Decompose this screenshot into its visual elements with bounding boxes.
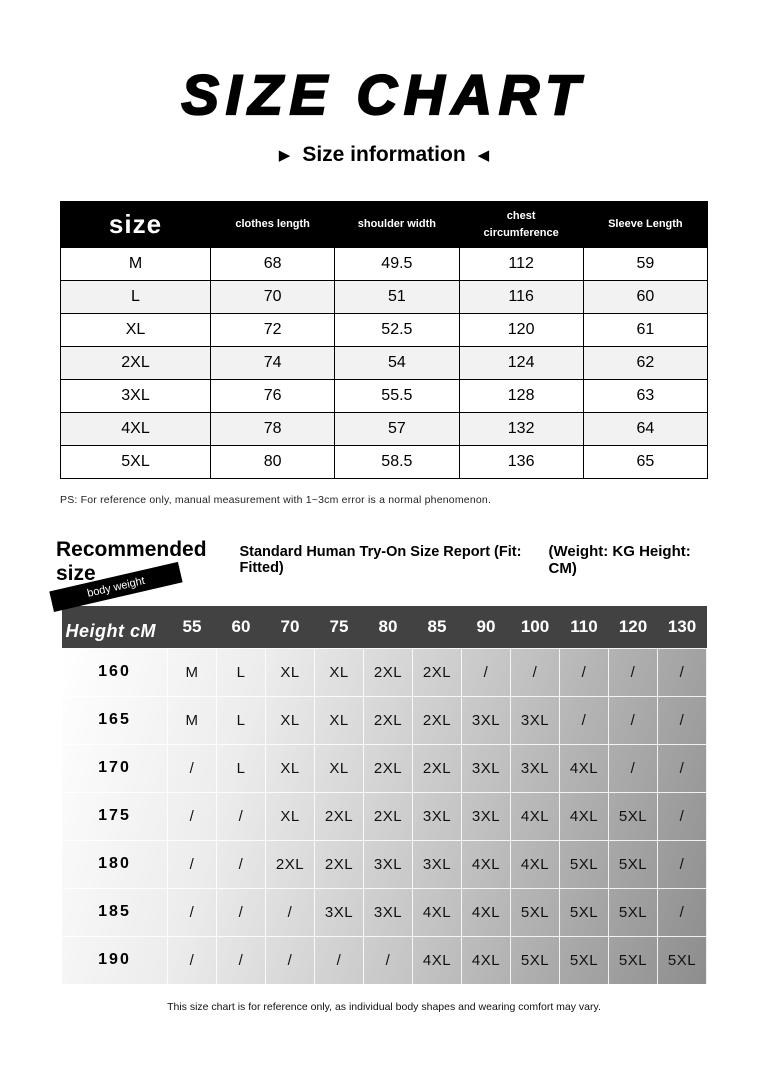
recommend-size-cell: / [364, 936, 413, 984]
recommend-size-cell: / [266, 888, 315, 936]
recommend-size-cell: 3XL [315, 888, 364, 936]
recommend-size-cell: / [168, 936, 217, 984]
height-cell: 180 [62, 840, 168, 888]
recommend-size-cell: XL [266, 792, 315, 840]
recommend-size-cell: 3XL [413, 840, 462, 888]
recommend-row [62, 744, 707, 792]
recommend-size-cell: XL [315, 744, 364, 792]
recommend-size-cell: 3XL [413, 792, 462, 840]
right-arrow-icon: ▶ [278, 146, 291, 164]
weight-header-cell: 130 [667, 616, 697, 636]
recommend-row [62, 840, 707, 888]
measurement-cell: 76 [211, 380, 335, 413]
measurement-cell: 61 [583, 314, 707, 347]
recommend-size-cell: / [168, 888, 217, 936]
height-cell: 165 [62, 696, 168, 744]
weight-header-cell: 100 [520, 616, 550, 636]
measurement-cell: 49.5 [335, 248, 459, 281]
recommend-size-cell: / [560, 648, 609, 696]
size-label-cell: 4XL [61, 413, 211, 446]
recommend-size-cell: 3XL [364, 888, 413, 936]
size-label-cell: M [61, 248, 211, 281]
measurement-cell: 64 [583, 413, 707, 446]
recommend-size-cell: 5XL [560, 840, 609, 888]
recommend-size-cell: 5XL [609, 936, 658, 984]
height-cell: 190 [62, 936, 168, 984]
measurement-cell: 132 [459, 413, 583, 446]
recommend-size-cell: 2XL [315, 792, 364, 840]
recommend-size-cell: 5XL [658, 936, 707, 984]
measurement-cell: 54 [335, 347, 459, 380]
weight-header-cell: 110 [570, 616, 598, 636]
recommend-size-cell: / [168, 792, 217, 840]
size-table-body [61, 248, 708, 479]
size-table-row [61, 380, 708, 413]
recommend-size-cell: / [658, 792, 707, 840]
recommend-size-cell: 4XL [462, 888, 511, 936]
size-table-row [61, 413, 708, 446]
recommend-size-cell: / [609, 696, 658, 744]
size-table-row [61, 314, 708, 347]
recommend-size-cell: 4XL [511, 792, 560, 840]
recommend-size-cell: XL [266, 744, 315, 792]
measurement-cell: 136 [459, 446, 583, 479]
recommend-size-cell: / [217, 840, 266, 888]
measurement-cell: 65 [583, 446, 707, 479]
recommend-size-cell: 5XL [609, 792, 658, 840]
recommend-size-cell: / [168, 744, 217, 792]
recommend-size-cell: / [658, 840, 707, 888]
recommend-size-cell: / [658, 744, 707, 792]
measurement-cell: 128 [459, 380, 583, 413]
size-table-header-row [61, 202, 708, 248]
recommend-size-cell: XL [266, 696, 315, 744]
recommend-size-cell: 3XL [511, 744, 560, 792]
recommend-size-cell: / [315, 936, 364, 984]
measurement-cell: 70 [211, 281, 335, 314]
recommend-size-cell: 2XL [364, 792, 413, 840]
recommend-size-cell: 3XL [462, 744, 511, 792]
recommend-size-cell: L [217, 744, 266, 792]
measurement-cell: 78 [211, 413, 335, 446]
weight-header-cell: 120 [618, 616, 648, 636]
column-header-sleeve-length: Sleeve Length [583, 202, 707, 248]
recommend-size-cell: XL [315, 648, 364, 696]
weight-header-cell: 55 [182, 616, 202, 636]
recommend-size-cell: 2XL [413, 696, 462, 744]
recommend-row [62, 696, 707, 744]
measurement-cell: 52.5 [335, 314, 459, 347]
recommend-size-cell: 3XL [462, 696, 511, 744]
measurement-cell: 57 [335, 413, 459, 446]
recommend-size-cell: 4XL [560, 792, 609, 840]
recommend-size-cell: 4XL [511, 840, 560, 888]
recommend-size-cell: 4XL [413, 936, 462, 984]
recommend-size-cell: / [658, 696, 707, 744]
recommend-size-cell: XL [315, 696, 364, 744]
recommended-title: Recommended size [56, 538, 207, 585]
recommend-size-cell: / [217, 936, 266, 984]
size-label-cell: L [61, 281, 211, 314]
recommend-size-cell: / [511, 648, 560, 696]
height-cell: 160 [62, 648, 168, 696]
recommend-size-cell: 4XL [560, 744, 609, 792]
recommend-table-body [62, 648, 707, 984]
page-title: SIZE CHART [181, 63, 587, 126]
recommend-size-cell: 4XL [413, 888, 462, 936]
measurement-cell: 74 [211, 347, 335, 380]
subtitle: Size information [302, 143, 466, 166]
recommend-size-cell: 5XL [560, 936, 609, 984]
recommend-size-cell: / [609, 744, 658, 792]
measurement-cell: 116 [459, 281, 583, 314]
recommend-size-cell: / [658, 648, 707, 696]
ps-note: PS: For reference only, manual measurement with 1~3cm error is a normal phenomenon. [60, 494, 492, 506]
weight-header-cell: 85 [427, 616, 447, 636]
measurement-cell: 55.5 [335, 380, 459, 413]
size-header-label: size [61, 202, 211, 248]
recommend-row [62, 648, 707, 696]
size-table-row [61, 281, 708, 314]
height-axis-label: Height cM [65, 620, 157, 641]
height-cell: 185 [62, 888, 168, 936]
size-label-cell: 2XL [61, 347, 211, 380]
size-label-cell: 5XL [61, 446, 211, 479]
recommend-size-cell: M [168, 696, 217, 744]
height-cell: 175 [62, 792, 168, 840]
recommend-size-cell: 2XL [364, 648, 413, 696]
size-table [60, 201, 708, 479]
recommend-size-cell: 5XL [511, 936, 560, 984]
recommend-size-cell: L [217, 648, 266, 696]
recommend-size-cell: 5XL [609, 840, 658, 888]
size-table-row [61, 248, 708, 281]
weight-header-cell: 90 [476, 616, 496, 636]
recommend-size-cell: 5XL [609, 888, 658, 936]
size-table-row [61, 347, 708, 380]
recommend-table [61, 574, 707, 985]
units-note: (Weight: KG Height: CM) [548, 543, 691, 577]
size-table-row [61, 446, 708, 479]
recommend-table-wrap [61, 574, 707, 985]
recommend-size-cell: 4XL [462, 936, 511, 984]
column-header-shoulder-width: shoulder width [335, 202, 459, 248]
recommend-size-cell: / [658, 888, 707, 936]
recommend-size-cell: / [266, 936, 315, 984]
recommend-size-cell: 2XL [413, 744, 462, 792]
recommend-size-cell: 4XL [462, 840, 511, 888]
recommend-size-cell: 2XL [364, 696, 413, 744]
recommend-row [62, 936, 707, 984]
measurement-cell: 60 [583, 281, 707, 314]
corner-cell [62, 574, 168, 648]
measurement-cell: 62 [583, 347, 707, 380]
recommend-size-cell: 3XL [364, 840, 413, 888]
weight-header-cell: 75 [329, 616, 349, 636]
recommend-size-cell: 2XL [266, 840, 315, 888]
recommend-size-cell: / [609, 648, 658, 696]
measurement-cell: 68 [211, 248, 335, 281]
size-label-cell: 3XL [61, 380, 211, 413]
recommend-size-cell: XL [266, 648, 315, 696]
recommend-size-cell: / [560, 696, 609, 744]
subtitle-row [0, 143, 768, 167]
measurement-cell: 124 [459, 347, 583, 380]
measurement-cell: 58.5 [335, 446, 459, 479]
measurement-cell: 112 [459, 248, 583, 281]
measurement-cell: 51 [335, 281, 459, 314]
recommend-size-cell: L [217, 696, 266, 744]
measurement-cell: 120 [459, 314, 583, 347]
recommend-size-cell: / [217, 792, 266, 840]
weight-header-row [62, 606, 707, 648]
recommend-row [62, 888, 707, 936]
measurement-cell: 59 [583, 248, 707, 281]
recommend-size-cell: 3XL [462, 792, 511, 840]
recommended-subtitle: Standard Human Try-On Size Report (Fit: Fitted) [239, 544, 522, 576]
weight-header-cell: 80 [378, 616, 398, 636]
measurement-cell: 80 [211, 446, 335, 479]
weight-header-cell: 60 [231, 616, 251, 636]
weight-header-cell: 70 [280, 616, 300, 636]
recommend-size-cell: 2XL [364, 744, 413, 792]
recommend-size-cell: M [168, 648, 217, 696]
recommend-size-cell: 5XL [560, 888, 609, 936]
column-header-chest-circumference: chest circumference [459, 202, 583, 248]
recommend-size-cell: / [462, 648, 511, 696]
recommend-size-cell: 3XL [511, 696, 560, 744]
measurement-cell: 63 [583, 380, 707, 413]
measurement-cell: 72 [211, 314, 335, 347]
body-weight-label: body weight [85, 574, 146, 600]
recommend-size-cell: 2XL [315, 840, 364, 888]
recommend-size-cell: 5XL [511, 888, 560, 936]
recommend-size-cell: / [168, 840, 217, 888]
column-header-clothes-length: clothes length [211, 202, 335, 248]
height-cell: 170 [62, 744, 168, 792]
recommend-size-cell: / [217, 888, 266, 936]
left-arrow-icon: ◀ [477, 146, 490, 164]
footer-note: This size chart is for reference only, as individual body shapes and wearing comfort may vary. [167, 1000, 601, 1013]
recommend-size-cell: 2XL [413, 648, 462, 696]
recommend-row [62, 792, 707, 840]
size-label-cell: XL [61, 314, 211, 347]
